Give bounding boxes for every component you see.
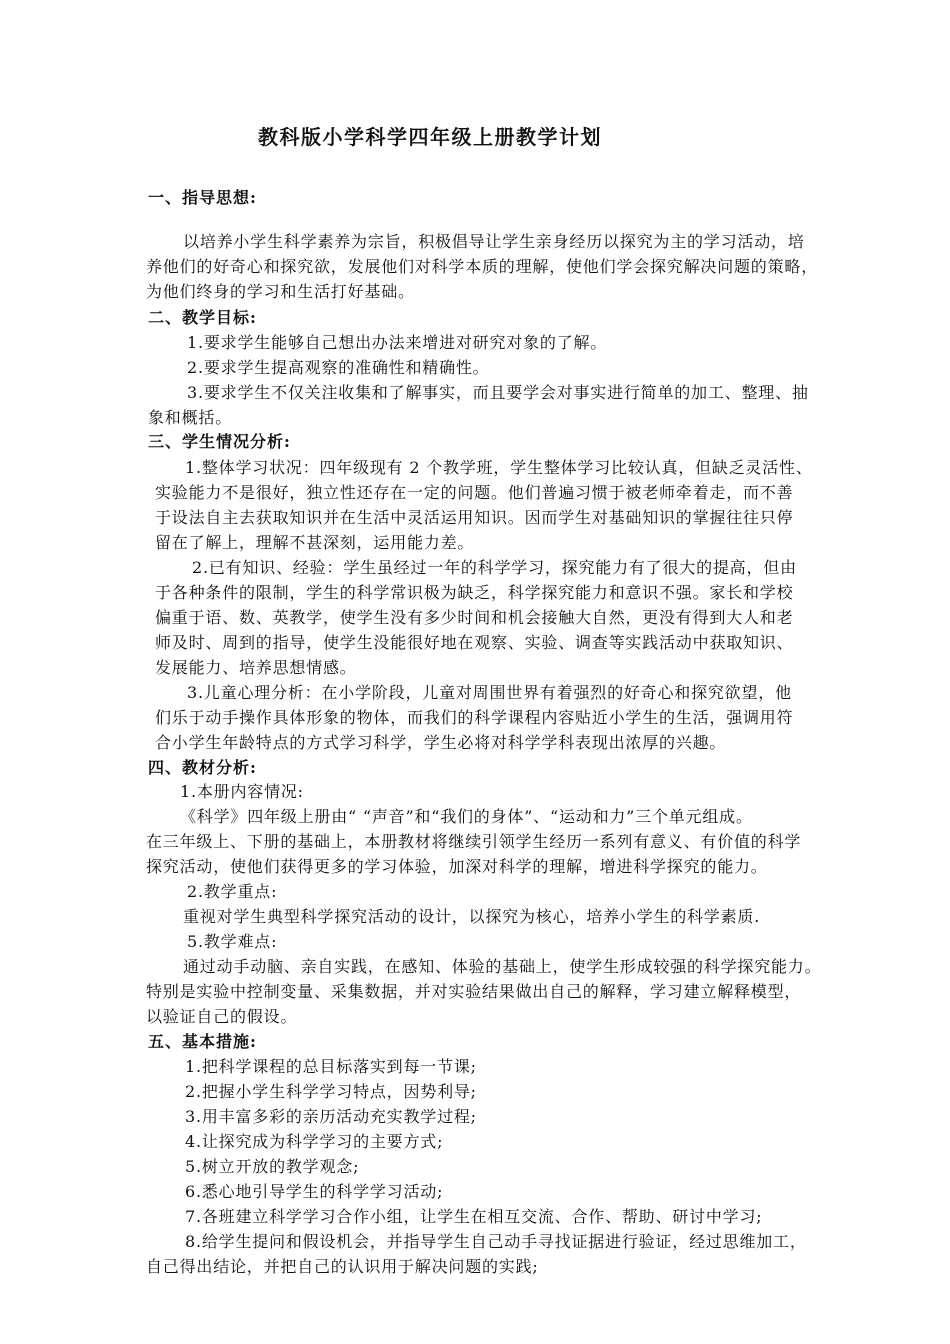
paragraph-line: 1.整体学习状况：四年级现有 2 个教学班，学生整体学习比较认真，但缺乏灵活性、 bbox=[185, 458, 813, 477]
paragraph-line: 在三年级上、下册的基础上，本册教材将继续引领学生经历一系列有意义、有价值的科学 bbox=[146, 832, 802, 851]
paragraph-line: 3.儿童心理分析：在小学阶段，儿童对周围世界有着强烈的好奇心和探究欲望，他 bbox=[187, 683, 792, 702]
paragraph-line: 2.已有知识、经验：学生虽经过一年的科学学习，探究能力有了很大的提高，但由 bbox=[192, 558, 797, 577]
paragraph-line: 特别是实验中控制变量、采集数据，并对实验结果做出自己的解释，学习建立解释模型， bbox=[146, 982, 802, 1001]
list-item: 2.把握小学生科学学习特点，因势利导; bbox=[185, 1082, 477, 1101]
paragraph-line: 养他们的好奇心和探究欲，发展他们对科学本质的理解，使他们学会探究解决问题的策略， bbox=[146, 257, 819, 276]
list-item: 5.树立开放的教学观念; bbox=[185, 1157, 360, 1176]
paragraph-line: 为他们终身的学习和生活打好基础。 bbox=[146, 282, 415, 301]
list-item: 6.悉心地引导学生的科学学习活动; bbox=[185, 1182, 444, 1201]
list-item: 3.要求学生不仅关注收集和了解事实，而且要学会对事实进行简单的加工、整理、抽 bbox=[187, 383, 809, 402]
list-item: 2.要求学生提高观察的准确性和精确性。 bbox=[187, 358, 490, 377]
list-item: 8.给学生提问和假设机会，并指导学生自己动手寻找证据进行验证，经过思维加工， bbox=[185, 1232, 807, 1251]
paragraph-line: 们乐于动手操作具体形象的物体，而我们的科学课程内容贴近小学生的生活，强调用符 bbox=[155, 708, 794, 727]
paragraph-line: 2.教学重点: bbox=[187, 882, 278, 901]
paragraph-line: 重视对学生典型科学探究活动的设计，以探究为核心，培养小学生的科学素质. bbox=[183, 907, 761, 926]
paragraph-line: 实验能力不是很好，独立性还存在一定的问题。他们普遍习惯于被老师牵着走，而不善 bbox=[155, 483, 794, 502]
paragraph-line: 合小学生年龄特点的方式学习科学，学生必将对科学学科表现出浓厚的兴趣。 bbox=[155, 733, 727, 752]
section-heading-guiding-ideology: 一、指导思想: bbox=[148, 188, 257, 207]
list-item: 7.各班建立科学学习合作小组，让学生在相互交流、合作、帮助、研讨中学习; bbox=[185, 1207, 763, 1226]
paragraph-line: 5.教学难点: bbox=[187, 932, 278, 951]
paragraph-line: 通过动手动脑、亲自实践，在感知、体验的基础上，使学生形成较强的科学探究能力。 bbox=[183, 957, 822, 976]
paragraph-line: 留在了解上，理解不甚深刻，运用能力差。 bbox=[155, 533, 475, 552]
list-item: 1.要求学生能够自己想出办法来增进对研究对象的了解。 bbox=[187, 333, 608, 352]
paragraph-line: 偏重于语、数、英教学，使学生没有多少时间和机会接触大自然，更没有得到大人和老 bbox=[155, 608, 794, 627]
paragraph-line: 《科学》四年级上册由“ “声音”和“我们的身体”、“运动和力”三个单元组成。 bbox=[180, 807, 753, 826]
section-heading-student-analysis: 三、学生情况分析: bbox=[148, 432, 291, 451]
paragraph-line: 自己得出结论，并把自己的认识用于解决问题的实践; bbox=[146, 1257, 539, 1276]
section-heading-textbook-analysis: 四、教材分析: bbox=[148, 758, 257, 777]
paragraph-line: 1.本册内容情况: bbox=[180, 782, 304, 801]
section-heading-teaching-goals: 二、教学目标: bbox=[148, 308, 257, 327]
section-heading-basic-measures: 五、基本措施: bbox=[148, 1032, 257, 1051]
paragraph-line: 发展能力、培养思想情感。 bbox=[155, 658, 357, 677]
document-title: 教科版小学科学四年级上册教学计划 bbox=[258, 125, 602, 149]
paragraph-line: 象和概括。 bbox=[148, 408, 233, 427]
paragraph-line: 探究活动，使他们获得更多的学习体验，加深对科学的理解，增进科学探究的能力。 bbox=[146, 857, 768, 876]
paragraph-line: 以验证自己的假设。 bbox=[146, 1007, 298, 1026]
list-item: 3.用丰富多彩的亲历活动充实教学过程; bbox=[185, 1107, 477, 1126]
paragraph-line: 于各种条件的限制，学生的科学常识极为缺乏，科学探究能力和意识不强。家长和学校 bbox=[155, 583, 794, 602]
list-item: 4.让探究成为科学学习的主要方式; bbox=[185, 1132, 444, 1151]
paragraph-line: 于设法自主去获取知识并在生活中灵活运用知识。因而学生对基础知识的掌握往往只停 bbox=[155, 508, 794, 527]
list-item: 1.把科学课程的总目标落实到每一节课; bbox=[185, 1057, 477, 1076]
paragraph-line: 以培养小学生科学素养为宗旨，积极倡导让学生亲身经历以探究为主的学习活动，培 bbox=[183, 232, 805, 251]
paragraph-line: 师及时、周到的指导，使学生没能很好地在观察、实验、调查等实践活动中获取知识、 bbox=[155, 633, 794, 652]
